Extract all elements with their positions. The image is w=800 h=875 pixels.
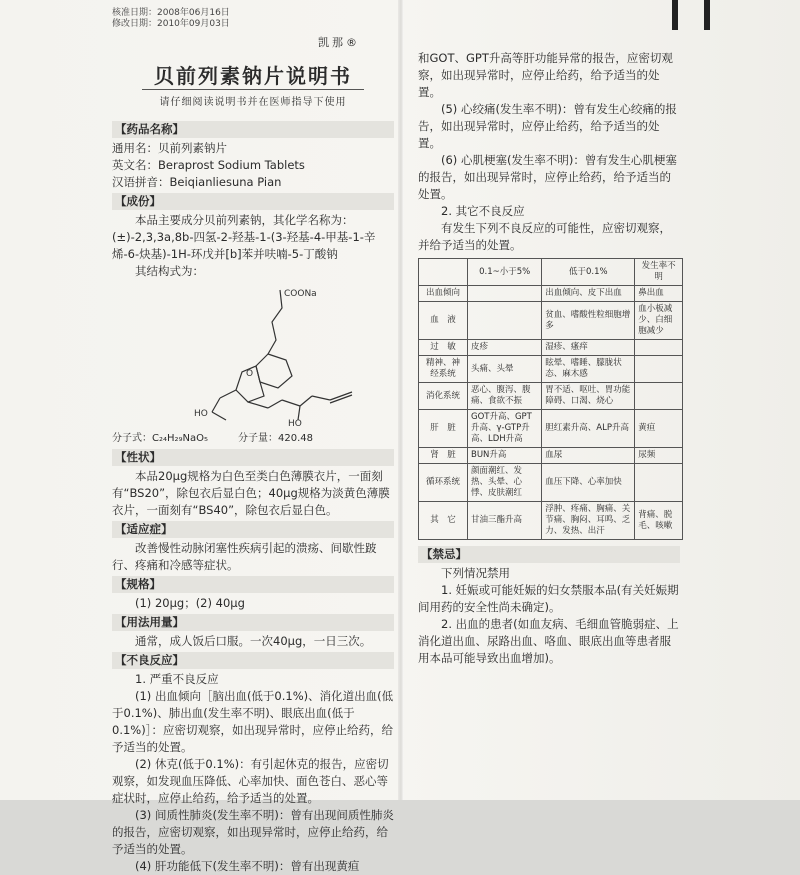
- table-cell: 贫血、嗜酸性粒细胞增多: [542, 302, 635, 340]
- table-cell: 浮肿、疼痛、胸痛、关节痛、胸闷、耳鸣、乏力、发热、出汗: [542, 502, 635, 540]
- table-body: [419, 286, 683, 540]
- fold-line: [398, 0, 404, 800]
- right-item-5: (5) 心绞痛(发生率不明)：曾有发生心绞痛的报告，如出现异常时，应停止给药，给予适当的处置。: [418, 102, 677, 150]
- appearance-text: 本品20μg规格为白色至类白色薄膜衣片，一面刻有“BS20”，除包衣后显白色；40μg规格为淡黄色薄膜衣片，一面刻有“BS40”，除包衣后显白色。: [112, 469, 390, 517]
- composition-text: 本品主要成分贝前列素钠，其化学名称为：(±)-2,3,3a,8b-四氢-2-羟基-1-(3-羟基-4-甲基-1-辛烯-6-炔基)-1H-环戊并[b]苯并呋喃-5-丁酸钠: [112, 213, 376, 261]
- salt-label: COONa: [284, 289, 317, 299]
- table-cell: 甘油三酯升高: [468, 502, 542, 540]
- left-column: [112, 8, 394, 875]
- structure-label: 其结构式为：: [135, 264, 204, 278]
- table-cell: 血尿: [542, 448, 635, 464]
- pinyin-name: 汉语拼音：Beiqianliesuna Pian: [112, 175, 282, 189]
- contra-intro: 下列情况禁用: [441, 566, 510, 580]
- table-category-cell: 精神、神经系统: [419, 356, 468, 383]
- table-header-row: [419, 259, 683, 286]
- right-continued-text: 和GOT、GPT升高等肝功能异常的报告，应密切观察，如出现异常时，应停止给药，给予适当的处置。: [418, 51, 673, 99]
- table-cell: 黄疸: [635, 410, 683, 448]
- section-contraindications: 【禁忌】: [418, 546, 680, 563]
- adverse-table: [418, 258, 683, 540]
- table-cell: 鼻出血: [635, 286, 683, 302]
- table-category-cell: 血 液: [419, 302, 468, 340]
- table-cell: 颜面潮红、发热、头晕、心悸、皮肤潮红: [468, 464, 542, 502]
- table-cell: 胆红素升高、ALP升高: [542, 410, 635, 448]
- table-cell: 皮疹: [468, 340, 542, 356]
- table-cell: [635, 464, 683, 502]
- table-row: [419, 286, 683, 302]
- approval-date: 核准日期：2008年06月16日: [112, 8, 230, 18]
- adverse-item-1: (1) 出血倾向［脑出血(低于0.1%)、消化道出血(低于0.1%)、肺出血(发生率不明)、眼底出血(低于0.1%)］：应密切观察，如出现异常时，应停止给药，给予适当的处置。: [112, 689, 394, 754]
- title-rule: [142, 89, 364, 90]
- generic-name: 通用名：贝前列素钠片: [112, 141, 227, 155]
- section-dosage: 【用法用量】: [112, 614, 394, 631]
- indications-text: 改善慢性动脉闭塞性疾病引起的溃疡、间歇性跛行、疼痛和冷感等症状。: [112, 541, 377, 572]
- table-cell: 血压下降、心率加快: [542, 464, 635, 502]
- molecule-drawing: [172, 280, 372, 430]
- formula-row: [112, 430, 394, 447]
- brand-name: 凯那®: [318, 36, 360, 49]
- table-category-cell: 过 敏: [419, 340, 468, 356]
- table-row: [419, 356, 683, 383]
- hydroxyl-label-2: HO: [288, 419, 302, 429]
- table-row: [419, 410, 683, 448]
- table-row: [419, 464, 683, 502]
- table-cell: 胃不适、呕吐、胃功能障碍、口渴、烧心: [542, 383, 635, 410]
- table-header-cell: 发生率不明: [635, 259, 683, 286]
- table-category-cell: 循环系统: [419, 464, 468, 502]
- table-cell: BUN升高: [468, 448, 542, 464]
- section-adverse: 【不良反应】: [112, 652, 394, 669]
- table-row: [419, 448, 683, 464]
- revision-date: 修改日期：2010年09月03日: [112, 19, 230, 29]
- specification-text: (1) 20μg；(2) 40μg: [135, 596, 245, 610]
- table-cell: GOT升高、GPT升高、γ-GTP升高、LDH升高: [468, 410, 542, 448]
- molecular-weight: 分子量：420.48: [238, 433, 314, 444]
- table-category-cell: 其 它: [419, 502, 468, 540]
- table-category-cell: 出血倾向: [419, 286, 468, 302]
- table-category-cell: 肾 脏: [419, 448, 468, 464]
- table-cell: 尿频: [635, 448, 683, 464]
- table-cell: 眩晕、嗜睡、朦胧状态、麻木感: [542, 356, 635, 383]
- read-notice: 请仔细阅读说明书并在医师指导下使用: [159, 97, 347, 108]
- table-cell: [635, 340, 683, 356]
- contra-item-1: 1. 妊娠或可能妊娠的妇女禁服本品(有关妊娠期间用药的安全性尚未确定)。: [418, 583, 679, 614]
- english-name: 英文名：Beraprost Sodium Tablets: [112, 158, 305, 172]
- section-composition: 【成份】: [112, 193, 394, 210]
- table-header-cell: 0.1~小于5%: [468, 259, 542, 286]
- hydroxyl-label-1: HO: [194, 409, 208, 419]
- table-category-cell: 消化系统: [419, 383, 468, 410]
- table-cell: [635, 356, 683, 383]
- adverse-serious: 1. 严重不良反应: [135, 672, 219, 686]
- table-header-cell: [419, 259, 468, 286]
- adverse-item-3: (3) 间质性肺炎(发生率不明)：曾有出现间质性肺炎的报告，应密切观察，如出现异常时，应停止给药，给予适当的处置。: [112, 808, 394, 856]
- table-row: [419, 383, 683, 410]
- table-row: [419, 502, 683, 540]
- table-cell: [468, 286, 542, 302]
- table-cell: [468, 302, 542, 340]
- table-cell: 出血倾向、皮下出血: [542, 286, 635, 302]
- table-row: [419, 302, 683, 340]
- section-appearance: 【性状】: [112, 449, 394, 466]
- section-drug-name: 【药品名称】: [112, 121, 394, 138]
- right-column: [418, 50, 680, 667]
- section-specification: 【规格】: [112, 576, 394, 593]
- table-cell: [635, 383, 683, 410]
- binder-clips: [646, 0, 710, 34]
- structural-formula: [112, 280, 394, 430]
- table-cell: 湿疹、瘙痒: [542, 340, 635, 356]
- table-row: [419, 340, 683, 356]
- adverse-item-2: (2) 休克(低于0.1%)：有引起休克的报告，应密切观察，如发现血压降低、心率加快、面色苍白、恶心等症状时，应停止给药，给予适当的处置。: [112, 757, 389, 805]
- other-adverse-heading: 2. 其它不良反应: [441, 204, 525, 218]
- table-cell: 恶心、腹泻、腹痛、食欲不振: [468, 383, 542, 410]
- other-adverse-intro: 有发生下列不良反应的可能性，应密切观察，并给予适当的处置。: [418, 221, 671, 252]
- table-cell: 血小板减少、白细胞减少: [635, 302, 683, 340]
- section-indications: 【适应症】: [112, 521, 394, 538]
- table-header-cell: 低于0.1%: [542, 259, 635, 286]
- table-cell: 背痛、脱毛、咳嗽: [635, 502, 683, 540]
- table-category-cell: 肝 脏: [419, 410, 468, 448]
- adverse-item-4: (4) 肝功能低下(发生率不明)：曾有出现黄疸: [135, 859, 360, 873]
- molecular-formula: 分子式：C₂₄H₂₉NaO₅: [112, 433, 209, 444]
- ring-oxygen-label: O: [246, 369, 254, 379]
- table-cell: 头痛、头晕: [468, 356, 542, 383]
- right-item-6: (6) 心肌梗塞(发生率不明)：曾有发生心肌梗塞的报告，如出现异常时，应停止给药，给予适当的处置。: [418, 153, 677, 201]
- page-title: 贝前列素钠片说明书: [154, 64, 352, 88]
- contra-item-2: 2. 出血的患者(如血友病、毛细血管脆弱症、上消化道出血、尿路出血、咯血、眼底出血等患者服用本品可能导致出血增加)。: [418, 617, 679, 665]
- dosage-text: 通常，成人饭后口服。一次40μg，一日三次。: [135, 634, 372, 648]
